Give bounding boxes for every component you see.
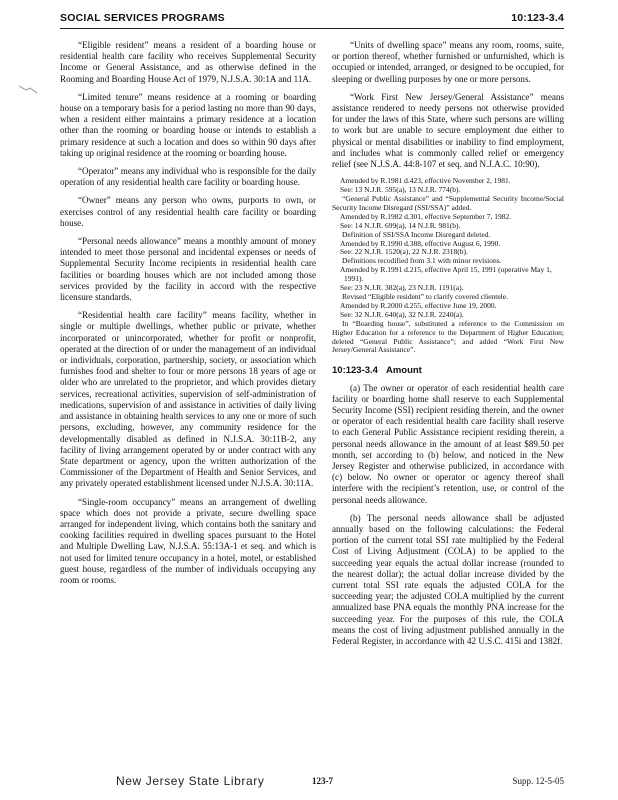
header-title: SOCIAL SERVICES PROGRAMS xyxy=(60,12,225,24)
history-note: See: 23 N.J.R. 382(a), 23 N.J.R. 1191(a). xyxy=(340,283,464,293)
section-paragraph-b: (b) The personal needs allowance shall be adjusted annually based on the following calculations: the Federal portion of the current total SSI rate multiplied by the Federal Cost of Living Adjustment (COLA) to be applied to the succeeding year equals the actual dollar increase (rounded to the nearest dollar); the actual dollar increase divided by the current total SSI rate equals the adjusted COLA for the succeeding year; the adjusted COLA multiplied by the current annualized base PNA equals the monthly PNA increase for the succeeding year. For the purposes of this rule, the COLA means the cost of living adjustment published annually in the Federal Register, in accordance with 42 U.S.C. 415i and 1382f. xyxy=(332,512,564,647)
definition-single-room-occupancy: “Single-room occupancy” means an arrangement of dwelling space which does not provide a private, secure dwelling space arranged for independent living, which contains both the sanitary and cooking facilities required in dwelling spaces pursuant to the Hotel and Multiple Dwelling Law, N.J.S.A. 55:13A-1 et seq. and which is not used for limited tenure occupancy in a hotel, motel, or established guest house, regardless of the number of individuals occupying any room or rooms. xyxy=(60,496,316,585)
definition-units-of-dwelling-space: “Units of dwelling space” means any room, rooms, suite, or portion thereof, whether furnished or unfurnished, which is occupied or intended, arranged, or designed to be occupied, for sleeping or dwelling purposes by one or more persons. xyxy=(332,40,564,84)
history-note: Amended by R.1982 d.301, effective September 7, 1982. xyxy=(340,211,512,221)
history-note: See: 13 N.J.R. 595(a), 13 N.J.R. 774(b). xyxy=(340,185,461,195)
history-notes xyxy=(332,177,564,355)
definition-limited-tenure: “Limited tenure” means residence at a rooming or boarding house on a temporary basis for a period lasting no more than 90 days, when a resident either maintains a primary residence at a location other than the rooming or boarding house or intends to establish a primary residence at such a location and does so within 90 days after taking up original residence at the rooming or boarding house. xyxy=(60,91,316,158)
running-header xyxy=(60,12,564,26)
history-note: Amended by R.1981 d.423, effective November 2, 1981. xyxy=(340,176,511,186)
history-note: “General Public Assistance” and “Supplemental Security Income/Social Security Income Disregard (SSI/SSA)” added. xyxy=(332,194,564,212)
header-rule xyxy=(60,28,564,29)
history-note: In “Boarding house”, substituted a reference to the Commission on Higher Education for a reference to the Department of Higher Education; deleted “General Public Assistance”; and added “Work First New Jersey/General Assistance”. xyxy=(332,318,564,355)
definition-work-first-new-jersey: “Work First New Jersey/General Assistance” means assistance rendered to needy persons not otherwise provided for under the laws of this State, where such persons are willing to work but are unable to secure employment due either to physical or mental disabilities or inability to find employment, and includes what is commonly called relief or emergency relief (see N.J.S.A. 44:8-107 et seq. and N.J.A.C. 10:90). xyxy=(332,91,564,170)
margin-pencil-mark xyxy=(18,84,38,94)
section-heading xyxy=(332,365,564,376)
definition-residential-health-care-facility: “Residential health care facility” means facility, whether in single or multiple dwellings, whether public or private, whether incorporated or unincorporated, whether for profit or nonprofit, operated at the direction of or under the management of an individual or individuals, corporation, partnership, society, or association which furnishes food and shelter to four or more persons 18 years of age or older who are unrelated to the proprietor, and which provides dietary services, recreational activities, supervision of self-administration of medications, supervision of and assistance in activities of daily living and assistance in obtaining health services to any one or more of such persons, excluding, however, any community residence for the developmentally disabled as defined in N.J.S.A. 30:11B-2, any facility of living arrangement operated by or under contract with any State department or agency, upon the written authorization of the Commissioner of the Department of Health and Senior Services, and any privately operated establishment licensed under N.J.S.A. 30:11A. xyxy=(60,310,316,489)
section-title: Amount xyxy=(385,365,422,377)
right-column xyxy=(332,40,564,654)
history-note: Definition of SSI/SSA Income Disregard deleted. xyxy=(342,229,491,239)
history-note: See: 32 N.J.R. 640(a), 32 N.J.R. 2240(a). xyxy=(340,309,464,319)
section-number: 10:123-3.4 xyxy=(332,365,378,377)
header-section-number: 10:123-3.4 xyxy=(511,12,564,24)
supplement-date: Supp. 12-5-05 xyxy=(512,776,564,786)
definition-operator: “Operator” means any individual who is responsible for the daily operation of any residential health care facility or boarding house. xyxy=(60,166,316,188)
definition-owner: “Owner” means any person who owns, purports to own, or exercises control of any residential health care facility or boarding house. xyxy=(60,195,316,228)
history-note: Revised “Eligible resident” to clarify covered clientele. xyxy=(342,292,508,302)
history-note: See: 14 N.J.R. 699(a), 14 N.J.R. 981(b). xyxy=(340,220,461,230)
definition-personal-needs-allowance: “Personal needs allowance” means a monthly amount of money intended to meet those personal and incidental expenses or needs of Supplemental Security Income recipients in residential health care facilities or boarding houses which are not included among those services provided by the facility in accord with the respective licensure standards. xyxy=(60,236,316,303)
library-stamp: New Jersey State Library xyxy=(116,774,265,788)
page-footer xyxy=(60,776,564,790)
page-number: 123-7 xyxy=(312,776,333,786)
section-paragraph-a: (a) The owner or operator of each residential health care facility or boarding home shall reserve to each Supplemental Security Income (SSI) recipient residing therein, and the owner or operator of each residential health care facility shall reserve to each General Public Assistance recipient residing therein, a personal needs allowance in the amount of at least $89.50 per month, set according to (b) below, and noticed in the New Jersey Register and otherwise publicized, in accordance with (c) below. No owner or operator or agency thereof shall interfere with the recipient’s retention, use, or control of the personal needs allowance. xyxy=(332,382,564,505)
history-note: See: 22 N.J.R. 1520(a), 22 N.J.R. 2318(b). xyxy=(340,247,468,257)
history-note: Amended by R.1991 d.215, effective April 15, 1991 (operative May 1, 1991). xyxy=(340,265,552,284)
history-note: Amended by R.2000 d.255, effective June 19, 2000. xyxy=(340,300,497,310)
definition-eligible-resident: “Eligible resident” means a resident of a boarding house or residential health care facility who receives Supplemental Security Income or General Assistance, and as otherwise defined in the Rooming and Boarding House Act of 1979, N.J.S.A. 30:1A and 11A. xyxy=(60,40,316,84)
history-note: Amended by R.1990 d.388, effective August 6, 1990. xyxy=(340,238,501,248)
left-column xyxy=(60,40,316,593)
history-note: Definitions recodified from 3.1 with minor revisions. xyxy=(342,256,502,266)
